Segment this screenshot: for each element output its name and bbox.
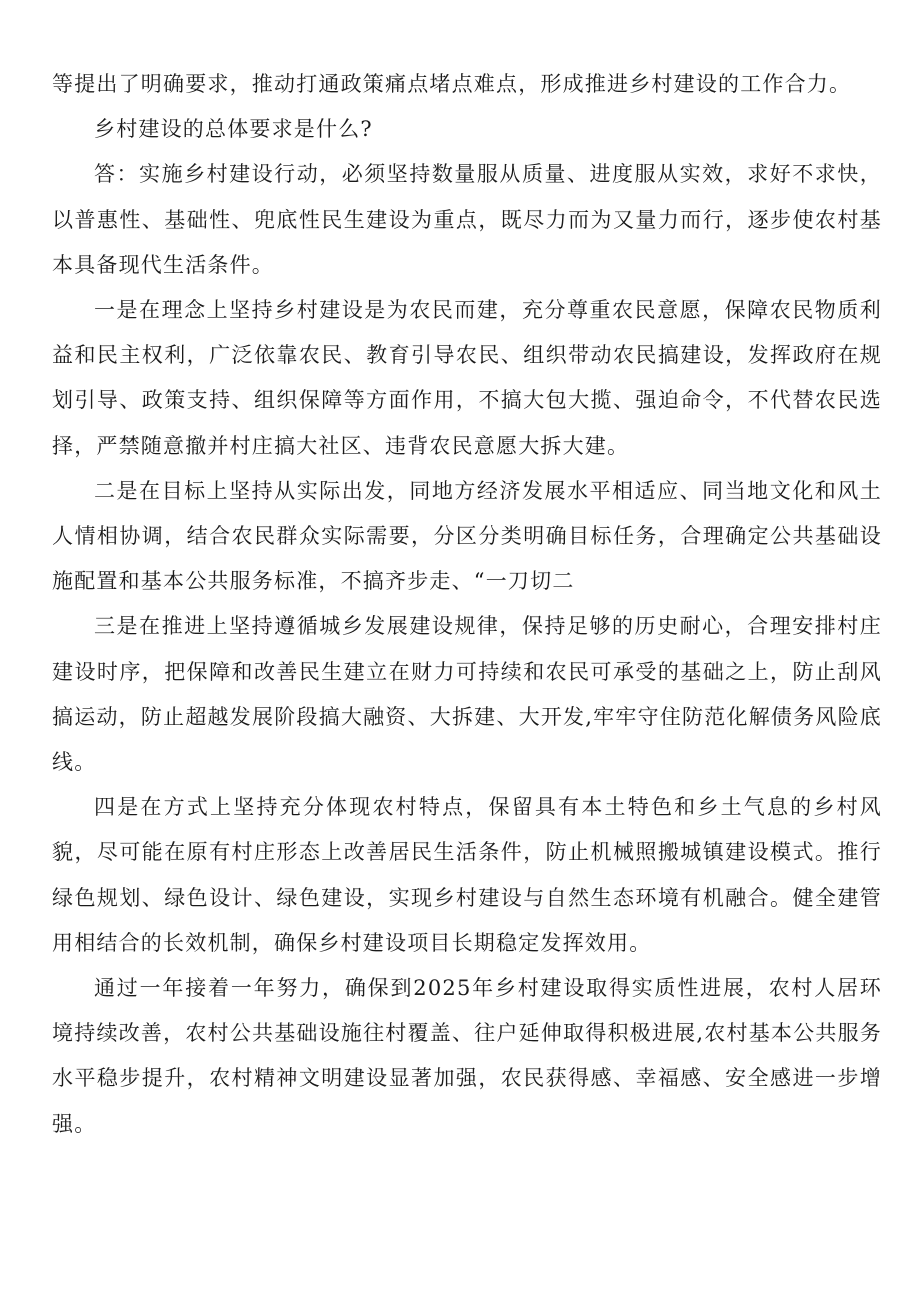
point-two-paragraph: 二是在目标上坚持从实际出发，同地方经济发展水平相适应、同当地文化和风土人情相协调，结合农民群众实际需要，分区分类明确目标任务，合理确定公共基础设施配置和基本公共服务标准，不搞齐步走、“一刀切二 xyxy=(52,478,882,594)
question-heading: 乡村建设的总体要求是什么? xyxy=(94,117,373,142)
document-page xyxy=(52,62,882,1147)
goal-paragraph: 通过一年接着一年努力，确保到2025年乡村建设取得实质性进展，农村人居环境持续改善，农村公共基础设施往村覆盖、往户延伸取得积极进展,农村基本公共服务水平稳步提升，农村精神文明建设显著加强，农民获得感、幸福感、安全感进一步增强。 xyxy=(52,976,882,1136)
point-four-paragraph: 四是在方式上坚持充分体现农村特点，保留具有本土特色和乡土气息的乡村风貌，尽可能在原有村庄形态上改善居民生活条件，防止机械照搬城镇建设模式。推行绿色规划、绿色设计、绿色建设，实现乡村建设与自然生态环境有机融合。健全建管用相结合的长效机制，确保乡村建设项目长期稳定发挥效用。 xyxy=(52,795,882,955)
point-three-paragraph: 三是在推进上坚持遵循城乡发展建设规律，保持足够的历史耐心，合理安排村庄建设时序，把保障和改善民生建立在财力可持续和农民可承受的基础之上，防止刮风搞运动，防止超越发展阶段搞大融资、大拆建、大开发,牢牢守住防范化解债务风险底线。 xyxy=(52,614,882,775)
answer-paragraph: 答：实施乡村建设行动，必须坚持数量服从质量、进度服从实效，求好不求快，以普惠性、基础性、兜底性民生建设为重点，既尽力而为又量力而行，逐步使农村基本具备现代生活条件。 xyxy=(52,162,882,277)
paragraph-continuation: 等提出了明确要求，推动打通政策痛点堵点难点，形成推进乡村建设的工作合力。 xyxy=(52,72,852,96)
point-one-paragraph: 一是在理念上坚持乡村建设是为农民而建，充分尊重农民意愿，保障农民物质利益和民主权利，广泛依靠农民、教育引导农民、组织带动农民搞建设，发挥政府在规划引导、政策支持、组织保障等方面作用，不搞大包大揽、强迫命令，不代替农民选择，严禁随意撤并村庄搞大社区、违背农民意愿大拆大建。 xyxy=(52,298,882,458)
